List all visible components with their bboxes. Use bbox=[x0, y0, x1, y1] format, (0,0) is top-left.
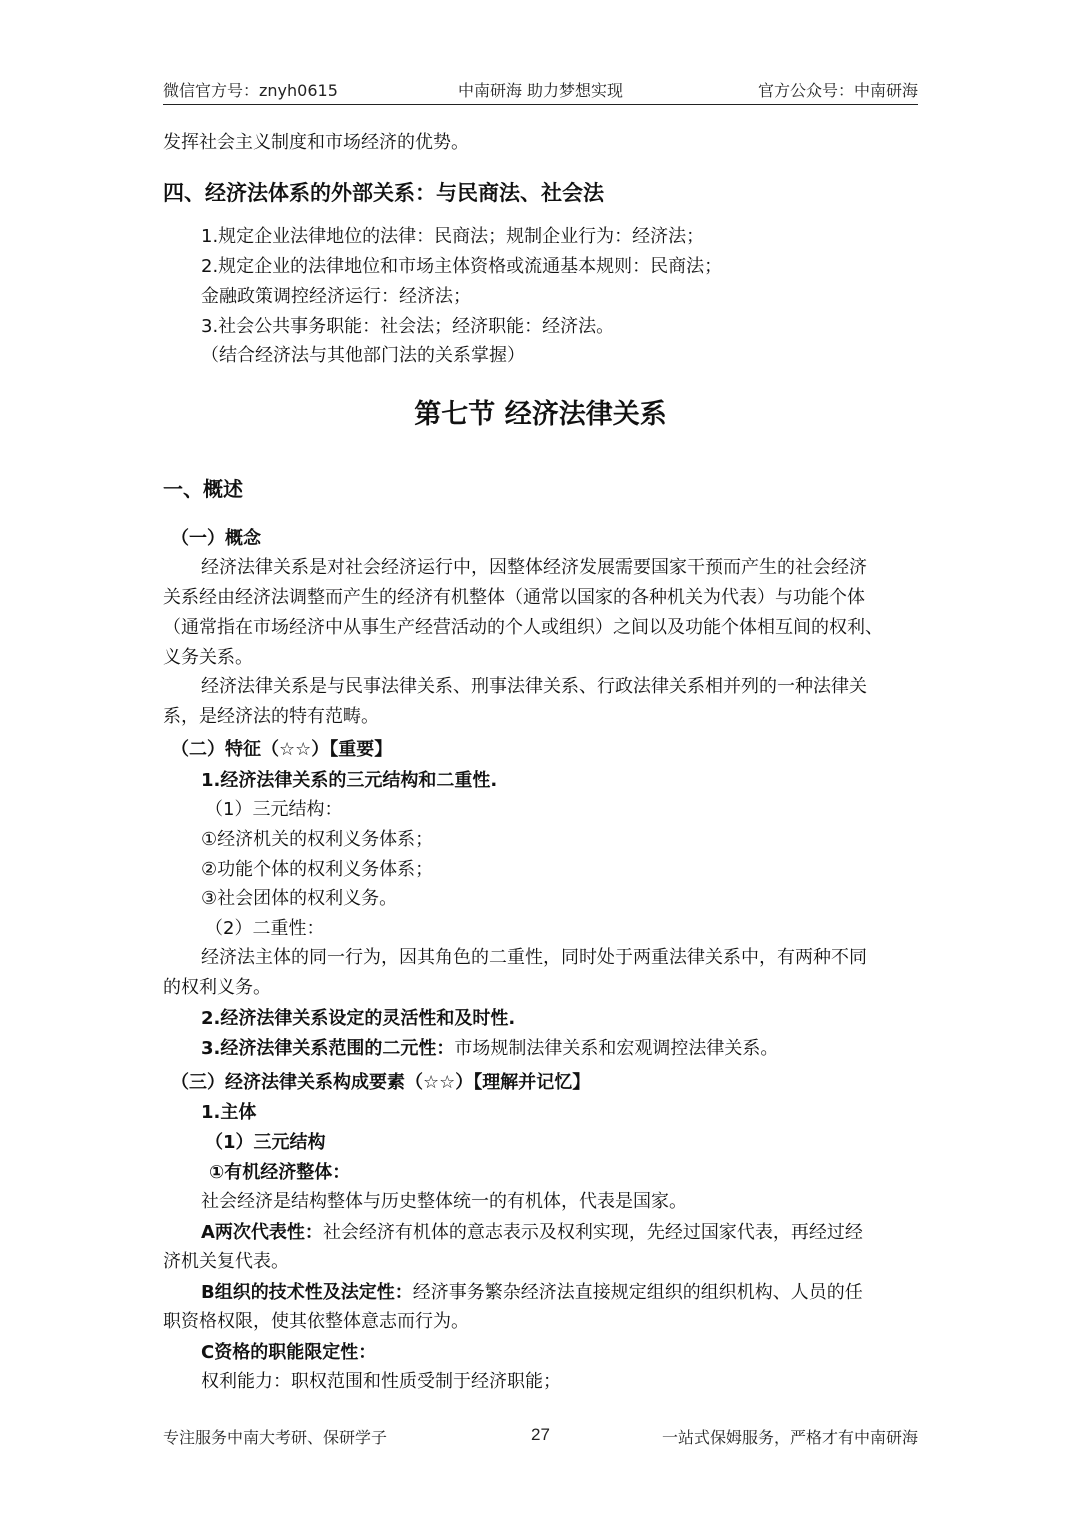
organic-whole-heading: ①有机经济整体： bbox=[209, 1162, 351, 1183]
point-b-label: B组织的技术性及法定性： bbox=[201, 1282, 413, 1303]
header-official-account: 官方公众号：中南研海 bbox=[757, 81, 918, 100]
element-subject-structure: （1）三元结构 bbox=[205, 1132, 326, 1153]
point-b-text: 经济事务繁杂经济法直接规定组织的组织机构、人员的任 bbox=[412, 1282, 863, 1303]
features-heading: （二）特征（☆☆）【重要】 bbox=[171, 739, 393, 760]
point-a-label: A两次代表性： bbox=[201, 1222, 323, 1243]
concept-p1-line4: 义务关系。 bbox=[163, 647, 253, 668]
footer-right-slogan: 一站式保姆服务，严格才有中南研海 bbox=[661, 1428, 918, 1447]
s4-item-1: 1.规定企业法律地位的法律：民商法；规制企业行为：经济法； bbox=[201, 226, 705, 247]
feature-3-text: 市场规制法律关系和宏观调控法律关系。 bbox=[454, 1038, 779, 1059]
elements-heading: （三）经济法律关系构成要素（☆☆）【理解并记忆】 bbox=[171, 1072, 591, 1093]
feature-1: 1.经济法律关系的三元结构和二重性. bbox=[201, 770, 498, 791]
concept-heading: （一）概念 bbox=[171, 528, 261, 549]
point-a-line1 bbox=[201, 1218, 863, 1248]
feature-1-sub-2-line1: 经济法主体的同一行为，因其角色的二重性，同时处于两重法律关系中，有两种不同 bbox=[201, 947, 867, 968]
feature-1-sub-1-a: ①经济机关的权利义务体系； bbox=[201, 829, 434, 850]
element-subject: 1.主体 bbox=[201, 1102, 257, 1123]
header-slogan: 中南研海 助力梦想实现 bbox=[457, 81, 624, 100]
chapter-title: 第七节 经济法律关系 bbox=[414, 399, 667, 430]
feature-3-label: 3.经济法律关系范围的二元性： bbox=[201, 1038, 455, 1059]
point-c-text: 权利能力：职权范围和性质受制于经济职能； bbox=[201, 1371, 561, 1392]
point-b-line1 bbox=[201, 1278, 863, 1308]
s4-item-3: 3.社会公共事务职能：社会法；经济职能：经济法。 bbox=[201, 316, 615, 337]
concept-p1-line1: 经济法律关系是对社会经济运行中，因整体经济发展需要国家干预而产生的社会经济 bbox=[201, 557, 867, 578]
feature-1-sub-1-c: ③社会团体的权利义务。 bbox=[201, 888, 398, 909]
point-b-line2: 职资格权限，使其依整体意志而行为。 bbox=[163, 1311, 469, 1332]
feature-1-sub-1: （1）三元结构： bbox=[205, 799, 343, 820]
page-header bbox=[163, 78, 918, 105]
section-1-heading: 一、概述 bbox=[163, 477, 243, 501]
organic-whole-text: 社会经济是结构整体与历史整体统一的有机体，代表是国家。 bbox=[201, 1191, 687, 1212]
feature-1-sub-1-b: ②功能个体的权利义务体系； bbox=[201, 859, 434, 880]
intro-line: 发挥社会主义制度和市场经济的优势。 bbox=[163, 132, 469, 153]
concept-p2-line2: 系，是经济法的特有范畴。 bbox=[163, 706, 379, 727]
point-a-text: 社会经济有机体的意志表示及权利实现，先经过国家代表，再经过经 bbox=[322, 1222, 863, 1243]
concept-p2-line1: 经济法律关系是与民事法律关系、刑事法律关系、行政法律关系相并列的一种法律关 bbox=[201, 676, 867, 697]
footer-left-slogan: 专注服务中南大考研、保研学子 bbox=[163, 1428, 388, 1447]
s4-note: （结合经济法与其他部门法的关系掌握） bbox=[201, 345, 525, 366]
point-a-line2: 济机关复代表。 bbox=[163, 1251, 289, 1272]
s4-item-2b: 金融政策调控经济运行：经济法； bbox=[201, 286, 471, 307]
section-4-heading: 四、经济法体系的外部关系：与民商法、社会法 bbox=[163, 181, 604, 205]
page-number: 27 bbox=[531, 1425, 550, 1444]
s4-item-2: 2.规定企业的法律地位和市场主体资格或流通基本规则：民商法； bbox=[201, 256, 723, 277]
header-wechat-id: 微信官方号：znyh0615 bbox=[163, 81, 338, 100]
feature-2: 2.经济法律关系设定的灵活性和及时性. bbox=[201, 1008, 516, 1029]
concept-p1-line2: 关系经由经济法调整而产生的经济有机整体（通常以国家的各种机关为代表）与功能个体 bbox=[163, 587, 865, 608]
feature-1-sub-2: （2）二重性： bbox=[205, 918, 325, 939]
point-c-heading: C资格的职能限定性： bbox=[201, 1342, 377, 1363]
feature-3 bbox=[201, 1034, 778, 1064]
page-footer bbox=[163, 1425, 918, 1449]
concept-p1-line3: （通常指在市场经济中从事生产经营活动的个人或组织）之间以及功能个体相互间的权利、 bbox=[163, 617, 883, 638]
feature-1-sub-2-line2: 的权利义务。 bbox=[163, 977, 271, 998]
